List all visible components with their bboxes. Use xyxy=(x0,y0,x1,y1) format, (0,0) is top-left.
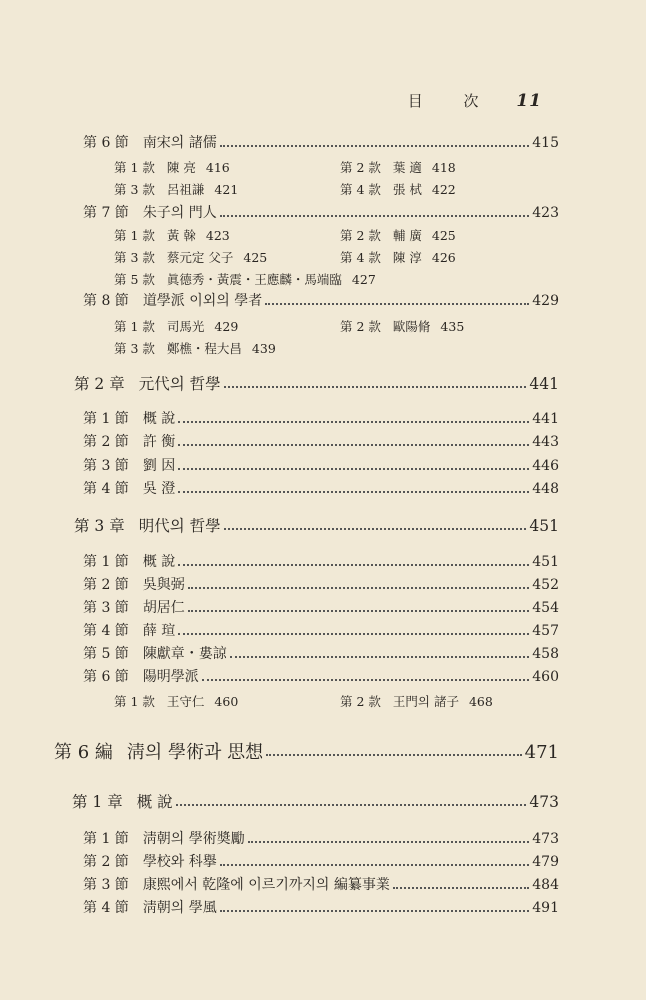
header-title: 目 次 xyxy=(407,92,497,110)
toc-row-section: 第 6 節 陽明學派 460 xyxy=(83,669,559,685)
toc-kuan: 第 4 款 陳 淳 426 xyxy=(340,250,456,265)
toc-row-section: 第 6 節 南宋의 諸儒 415 xyxy=(83,135,559,151)
toc-row-section: 第 1 節 概 說 451 xyxy=(83,554,559,570)
toc-row-section: 第 4 節 薛 瑄 457 xyxy=(83,623,559,639)
toc-kuan: 第 1 款 黃 榦 423 xyxy=(114,228,230,243)
toc-row-section: 第 3 節 胡居仁 454 xyxy=(83,600,559,616)
toc-kuan: 第 2 款 輔 廣 425 xyxy=(340,228,456,243)
toc-row-section: 第 2 節 許 衡 443 xyxy=(83,434,559,450)
toc-row-chapter: 第 2 章 元代의 哲學 441 xyxy=(74,375,559,393)
toc-kuan: 第 1 款 王守仁 460 xyxy=(114,694,239,709)
toc-kuan: 第 3 款 呂祖謙 421 xyxy=(114,182,239,197)
toc-row-section: 第 2 節 學校와 科擧 479 xyxy=(83,854,559,870)
toc-row-section: 第 7 節 朱子의 門人 423 xyxy=(83,205,559,221)
toc-kuan: 第 2 款 歐陽脩 435 xyxy=(340,319,465,334)
toc-row-chapter: 第 1 章 概 說 473 xyxy=(72,793,559,811)
toc-row-section: 第 3 節 劉 因 446 xyxy=(83,458,559,474)
toc-kuan: 第 3 款 蔡元定 父子 425 xyxy=(114,250,268,265)
toc-row-section: 第 1 節 概 說 441 xyxy=(83,411,559,427)
running-header xyxy=(408,90,542,111)
toc-row-section: 第 5 節 陳獻章・婁諒 458 xyxy=(83,646,559,662)
toc-row-section: 第 4 節 吳 澄 448 xyxy=(83,481,559,497)
toc-row-section: 第 1 節 淸朝의 學術奬勵 473 xyxy=(83,831,559,847)
toc-kuan: 第 3 款 鄭樵・程大昌 439 xyxy=(114,341,276,356)
toc-row-section: 第 3 節 康熙에서 乾隆에 이르기까지의 編纂事業 484 xyxy=(83,877,559,893)
toc-row-section: 第 8 節 道學派 이외의 學者 429 xyxy=(83,293,559,309)
toc-kuan: 第 1 款 司馬光 429 xyxy=(114,319,239,334)
toc-kuan: 第 2 款 王門의 諸子 468 xyxy=(340,694,493,709)
toc-kuan: 第 5 款 眞德秀・黃震・王應麟・馬端臨 427 xyxy=(114,272,376,287)
toc-row-chapter: 第 3 章 明代의 哲學 451 xyxy=(74,517,559,535)
toc-row-section: 第 4 節 淸朝의 學風 491 xyxy=(83,900,559,916)
toc-row-section: 第 2 節 吳與弼 452 xyxy=(83,577,559,593)
toc-row-part: 第 6 編 淸의 學術과 思想 471 xyxy=(54,742,559,763)
toc-kuan: 第 1 款 陳 亮 416 xyxy=(114,160,230,175)
toc-kuan: 第 2 款 葉 適 418 xyxy=(340,160,456,175)
toc-kuan: 第 4 款 張 栻 422 xyxy=(340,182,456,197)
header-page-number: 11 xyxy=(516,91,542,111)
